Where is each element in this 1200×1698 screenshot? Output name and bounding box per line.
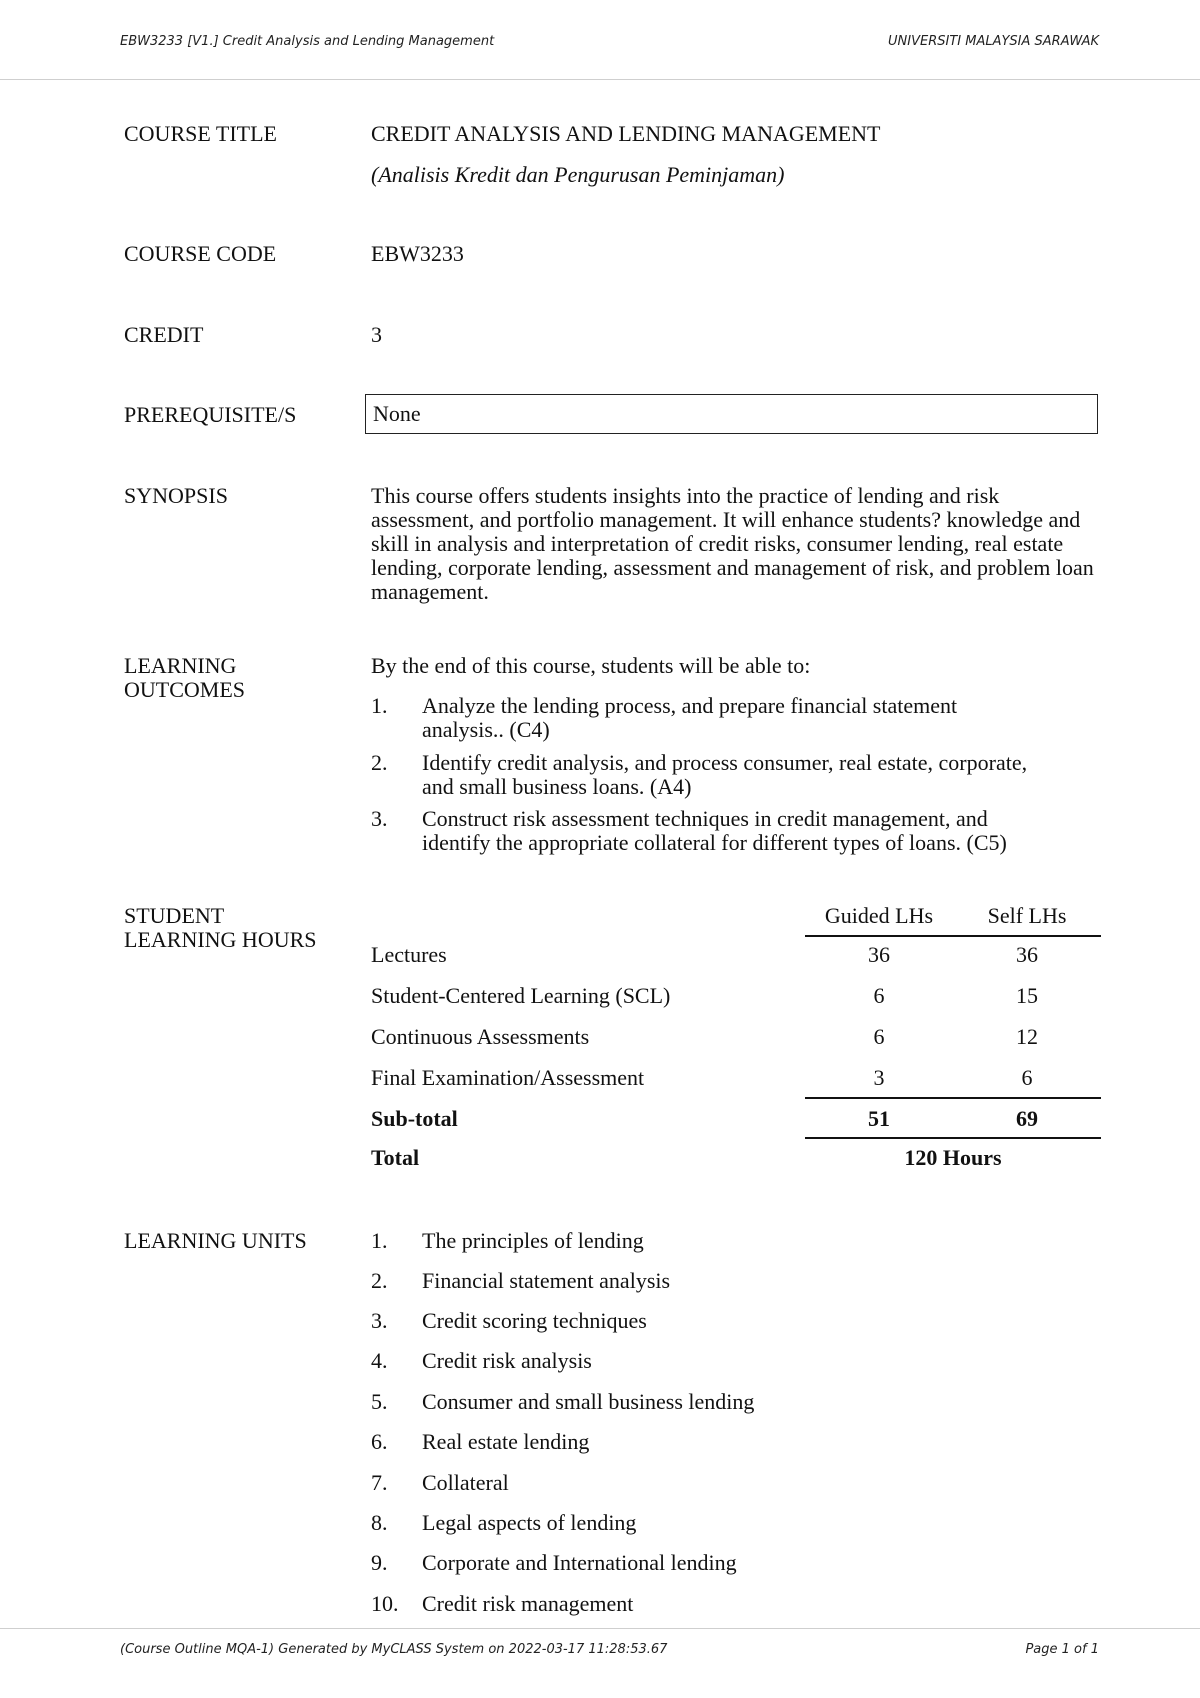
list-item: Consumer and small business lending <box>422 1389 755 1414</box>
guided-hours: 6 <box>873 983 885 1008</box>
outcome-item: Construct risk assessment techniques in credit management, and identify the appropriate collateral for different types of loans. (C5) <box>422 806 1007 855</box>
student-learning-hours-label: STUDENT LEARNING HOURS <box>124 903 317 952</box>
credit-label: CREDIT <box>124 322 204 347</box>
header-divider <box>0 79 1200 80</box>
total-label: Total <box>371 1145 420 1170</box>
guided-hours: 36 <box>868 942 890 967</box>
credit-value: 3 <box>371 322 382 347</box>
prerequisites-label: PREREQUISITE/S <box>124 402 297 427</box>
unit-number: 5. <box>371 1389 388 1414</box>
subtotal-bottom-rule <box>805 1137 1101 1139</box>
row-label: Lectures <box>371 942 447 967</box>
guided-hours: 6 <box>873 1024 885 1049</box>
self-hours: 6 <box>1021 1065 1033 1090</box>
unit-number: 3. <box>371 1308 388 1333</box>
self-hours: 15 <box>1016 983 1038 1008</box>
footer-page-number: Page 1 of 1 <box>1025 1642 1099 1657</box>
list-item: Real estate lending <box>422 1429 590 1454</box>
unit-number: 7. <box>371 1470 388 1495</box>
guided-hours: 3 <box>873 1065 885 1090</box>
list-item: Credit risk management <box>422 1591 634 1616</box>
table-header-rule <box>805 935 1101 937</box>
column-header-self: Self LHs <box>987 903 1067 928</box>
list-item: Legal aspects of lending <box>422 1510 637 1535</box>
subtotal-label: Sub-total <box>371 1106 458 1131</box>
outcome-number: 1. <box>371 693 388 718</box>
subtotal-self: 69 <box>1016 1106 1038 1131</box>
course-code: EBW3233 <box>371 241 464 266</box>
list-item: Credit scoring techniques <box>422 1308 647 1333</box>
unit-number: 9. <box>371 1550 388 1575</box>
course-code-label: COURSE CODE <box>124 241 277 266</box>
unit-number: 6. <box>371 1429 388 1454</box>
unit-number: 10. <box>371 1591 399 1616</box>
course-title-label: COURSE TITLE <box>124 121 277 146</box>
self-hours: 12 <box>1016 1024 1038 1049</box>
synopsis-label: SYNOPSIS <box>124 483 228 508</box>
header-university: UNIVERSITI MALAYSIA SARAWAK <box>888 34 1099 49</box>
list-item: Credit risk analysis <box>422 1348 592 1373</box>
list-item: The principles of lending <box>422 1228 644 1253</box>
list-item: Collateral <box>422 1470 509 1495</box>
outcomes-intro: By the end of this course, students will be able to: <box>371 653 811 678</box>
course-title: CREDIT ANALYSIS AND LENDING MANAGEMENT <box>371 121 881 146</box>
learning-units-label: LEARNING UNITS <box>124 1228 307 1253</box>
subtotal-top-rule <box>805 1097 1101 1099</box>
footer-generated-note: (Course Outline MQA-1) Generated by MyCLASS System on 2022-03-17 11:28:53.67 <box>120 1642 668 1657</box>
synopsis-text: This course offers students insights into the practice of lending and risk assessment, and portfolio management. It will enhance students? knowledge and skill in analysis and interpretation of credit risks, consumer lending, real estate lending, corporate lending, assessment and management of risk, and problem loan management. <box>371 483 1094 604</box>
header-course-ref: EBW3233 [V1.] Credit Analysis and Lending Management <box>120 34 495 49</box>
footer-divider <box>0 1628 1200 1629</box>
row-label: Final Examination/Assessment <box>371 1065 645 1090</box>
column-header-guided: Guided LHs <box>824 903 934 928</box>
self-hours: 36 <box>1016 942 1038 967</box>
learning-outcomes-label: LEARNING OUTCOMES <box>124 653 246 702</box>
course-title-malay: (Analisis Kredit dan Pengurusan Peminjaman) <box>371 162 785 187</box>
outcome-item: Analyze the lending process, and prepare financial statement analysis.. (C4) <box>422 693 958 742</box>
unit-number: 8. <box>371 1510 388 1535</box>
row-label: Continuous Assessments <box>371 1024 590 1049</box>
list-item: Financial statement analysis <box>422 1268 671 1293</box>
list-item: Corporate and International lending <box>422 1550 737 1575</box>
prerequisites-box: None <box>365 394 1098 434</box>
total-hours: 120 Hours <box>904 1145 1002 1170</box>
outcome-number: 2. <box>371 750 388 775</box>
unit-number: 2. <box>371 1268 388 1293</box>
unit-number: 1. <box>371 1228 388 1253</box>
outcome-number: 3. <box>371 806 388 831</box>
unit-number: 4. <box>371 1348 388 1373</box>
outcome-item: Identify credit analysis, and process consumer, real estate, corporate, and small business loans. (A4) <box>422 750 1028 799</box>
row-label: Student-Centered Learning (SCL) <box>371 983 671 1008</box>
subtotal-guided: 51 <box>868 1106 890 1131</box>
